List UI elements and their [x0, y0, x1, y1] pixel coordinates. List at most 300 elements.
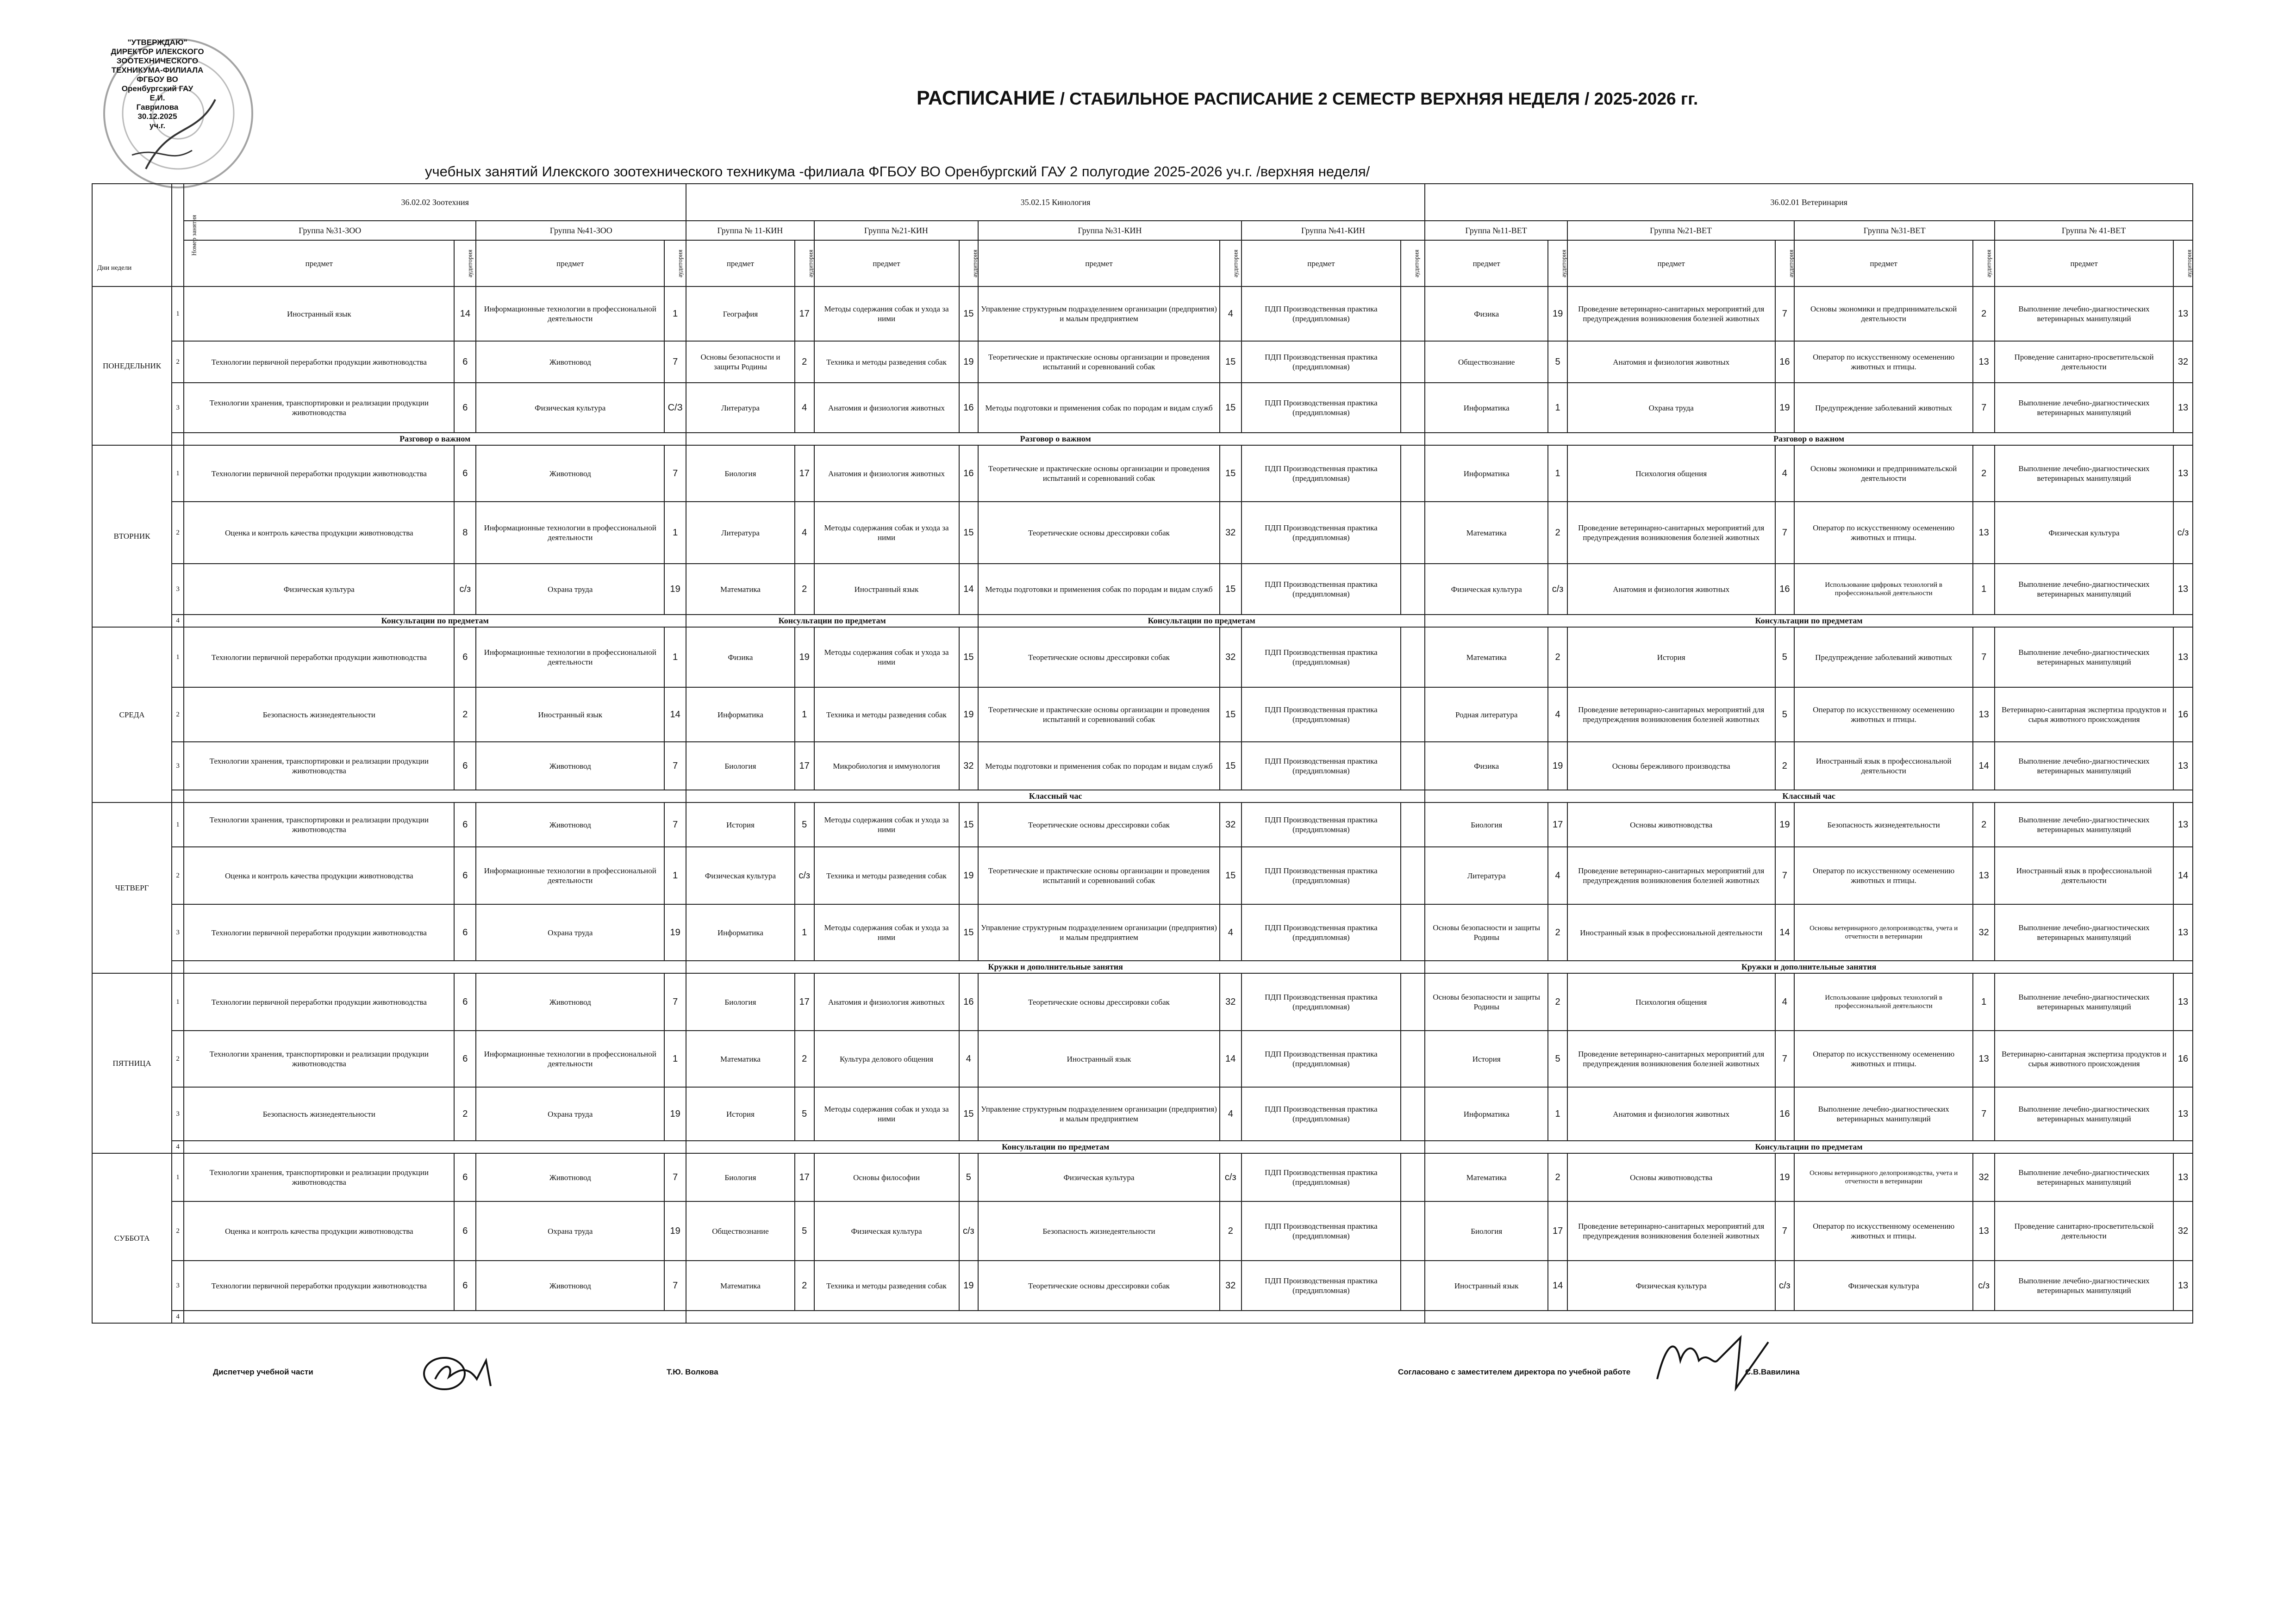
subject-cell: Информационные технологии в профессиональной деятельности	[476, 1031, 664, 1087]
schedule-row	[92, 904, 2193, 961]
subject-cell: Биология	[686, 1153, 795, 1201]
room-cell: 7	[664, 341, 686, 383]
subject-cell: ПДП Производственная практика (преддипломная)	[1242, 973, 1401, 1031]
subject-cell: Оценка и контроль качества продукции животноводства	[184, 502, 454, 564]
subject-column-header: предмет	[1794, 240, 1973, 286]
room-cell: 14	[1548, 1261, 1567, 1311]
subject-cell: Анатомия и физиология животных	[814, 973, 959, 1031]
room-cell: 2	[1548, 904, 1567, 961]
specialty-header: 36.02.01 Ветеринария	[1425, 184, 2193, 221]
group-header: Группа №21-КИН	[814, 221, 979, 240]
room-cell: 16	[1775, 564, 1795, 615]
room-cell: 13	[1973, 502, 1995, 564]
subject-cell: Технологии хранения, транспортировки и реализации продукции животноводства	[184, 802, 454, 847]
subject-cell: Оценка и контроль качества продукции животноводства	[184, 847, 454, 904]
room-cell: 6	[454, 1153, 476, 1201]
event-label	[184, 961, 686, 973]
room-cell	[1401, 687, 1425, 742]
subject-cell: Информатика	[1425, 383, 1548, 433]
room-cell: 6	[454, 1031, 476, 1087]
day-column-header	[92, 184, 172, 286]
subject-cell: Основы философии	[814, 1153, 959, 1201]
approval-line: Е.И.	[150, 93, 165, 102]
subject-cell: Технологии первичной переработки продукции животноводства	[184, 341, 454, 383]
room-cell: 5	[1775, 687, 1795, 742]
room-cell: 19	[959, 1261, 979, 1311]
specialty-header: 36.02.02 Зоотехния	[184, 184, 686, 221]
subject-cell: Оператор по искусственному осеменению животных и птицы.	[1794, 502, 1973, 564]
subject-cell: Теоретические и практические основы организации и проведения испытаний и соревнований собак	[978, 445, 1220, 502]
group-header: Группа №31-КИН	[978, 221, 1242, 240]
subject-cell: ПДП Производственная практика (преддипломная)	[1242, 1031, 1401, 1087]
room-cell: 14	[959, 564, 979, 615]
subject-cell: Методы подготовки и применения собак по породам и видам служб	[978, 383, 1220, 433]
subject-cell: Проведение ветеринарно-санитарных мероприятий для предупреждения возникновения болезней животных	[1567, 1201, 1775, 1261]
subject-cell: Оператор по искусственному осеменению животных и птицы.	[1794, 687, 1973, 742]
room-cell: с/з	[2173, 502, 2193, 564]
schedule-row	[92, 742, 2193, 790]
pair-number	[172, 961, 184, 973]
room-cell: 6	[454, 904, 476, 961]
subject-cell: ПДП Производственная практика (преддипломная)	[1242, 383, 1401, 433]
group-header: Группа №41-ЗОО	[476, 221, 686, 240]
schedule-row	[92, 445, 2193, 502]
subject-cell: Иностранный язык	[1425, 1261, 1548, 1311]
subject-cell: Математика	[686, 1261, 795, 1311]
room-cell: 32	[1220, 973, 1242, 1031]
room-cell: 7	[664, 802, 686, 847]
room-cell: 16	[2173, 687, 2193, 742]
subject-cell: Основы бережливого производства	[1567, 742, 1775, 790]
room-column-header	[1401, 240, 1425, 286]
subject-cell: Ветеринарно-санитарная экспертиза продуктов и сырья животного происхождения	[1995, 1031, 2173, 1087]
room-cell: 17	[795, 286, 814, 341]
subject-cell: Основы безопасности и защиты Родины	[686, 341, 795, 383]
room-cell: 13	[2173, 383, 2193, 433]
subject-cell: Основы безопасности и защиты Родины	[1425, 973, 1548, 1031]
subject-cell: Анатомия и физиология животных	[1567, 341, 1775, 383]
subject-cell: Проведение ветеринарно-санитарных мероприятий для предупреждения возникновения болезней животных	[1567, 286, 1775, 341]
subject-cell: Основы животноводства	[1567, 802, 1775, 847]
subject-cell: Физическая культура	[1794, 1261, 1973, 1311]
event-label	[1425, 1311, 2193, 1323]
room-cell: 14	[2173, 847, 2193, 904]
room-cell: 5	[959, 1153, 979, 1201]
subject-cell: Технологии первичной переработки продукции животноводства	[184, 904, 454, 961]
room-cell: 13	[2173, 904, 2193, 961]
pair-number: 1	[172, 973, 184, 1031]
subject-cell: Физическая культура	[686, 847, 795, 904]
room-cell: 7	[1775, 847, 1795, 904]
dispatcher-label: Диспетчер учебной части	[213, 1368, 313, 1376]
room-cell: 13	[2173, 1087, 2193, 1141]
room-cell: 13	[2173, 286, 2193, 341]
room-cell: 15	[1220, 687, 1242, 742]
room-label: аудитория	[1788, 249, 1795, 278]
approval-suffix: уч.г.	[149, 121, 166, 130]
subject-cell: Технологии первичной переработки продукции животноводства	[184, 627, 454, 687]
room-cell	[1401, 383, 1425, 433]
room-cell: С/З	[664, 383, 686, 433]
schedule-row	[92, 627, 2193, 687]
room-label: аудитория	[1413, 249, 1421, 278]
room-cell	[1401, 973, 1425, 1031]
subject-cell: Иностранный язык	[814, 564, 959, 615]
room-cell: 2	[1548, 627, 1567, 687]
room-cell: 4	[1220, 904, 1242, 961]
subject-cell: ПДП Производственная практика (преддипломная)	[1242, 1261, 1401, 1311]
subject-cell: Животновод	[476, 1153, 664, 1201]
subject-cell: ПДП Производственная практика (преддипломная)	[1242, 847, 1401, 904]
approval-line: Гаврилова	[136, 103, 179, 112]
subject-cell: Физическая культура	[814, 1201, 959, 1261]
subject-cell: Математика	[686, 564, 795, 615]
room-cell: 6	[454, 627, 476, 687]
room-cell: 32	[1220, 627, 1242, 687]
subject-cell: Технологии хранения, транспортировки и реализации продукции животноводства	[184, 1153, 454, 1201]
room-cell: 4	[1220, 1087, 1242, 1141]
subject-cell: ПДП Производственная практика (преддипломная)	[1242, 286, 1401, 341]
subject-cell: Информационные технологии в профессиональной деятельности	[476, 286, 664, 341]
pair-number: 2	[172, 502, 184, 564]
room-cell	[1401, 1153, 1425, 1201]
pair-number-header	[172, 184, 198, 286]
subject-cell: Технологии хранения, транспортировки и реализации продукции животноводства	[184, 383, 454, 433]
group-header: Группа № 41-ВЕТ	[1995, 221, 2193, 240]
subject-cell: Теоретические и практические основы организации и проведения испытаний и соревнований собак	[978, 847, 1220, 904]
room-cell: 15	[1220, 383, 1242, 433]
schedule-row	[92, 1201, 2193, 1261]
approval-line: Оренбургский ГАУ	[121, 84, 193, 93]
subject-cell: Психология общения	[1567, 445, 1775, 502]
room-cell: 13	[2173, 445, 2193, 502]
subject-cell: Анатомия и физиология животных	[1567, 1087, 1775, 1141]
room-cell: 13	[2173, 1153, 2193, 1201]
room-cell: 32	[2173, 341, 2193, 383]
subject-cell: Методы содержания собак и ухода за ними	[814, 802, 959, 847]
room-cell: 4	[1775, 445, 1795, 502]
room-column-header	[1220, 240, 1242, 286]
subject-cell: Методы содержания собак и ухода за ними	[814, 502, 959, 564]
approval-date: 30.12.2025	[137, 112, 177, 121]
room-cell: 19	[959, 687, 979, 742]
room-cell: 5	[1775, 627, 1795, 687]
subject-cell: Технологии первичной переработки продукции животноводства	[184, 973, 454, 1031]
room-cell: 13	[1973, 1031, 1995, 1087]
subject-cell: Охрана труда	[476, 1201, 664, 1261]
room-cell: 7	[1775, 502, 1795, 564]
subject-cell: Оператор по искусственному осеменению животных и птицы.	[1794, 1201, 1973, 1261]
room-cell: 14	[1775, 904, 1795, 961]
room-cell: 4	[959, 1031, 979, 1087]
subject-cell: Биология	[686, 742, 795, 790]
title-main: РАСПИСАНИЕ	[917, 87, 1055, 109]
subject-cell: Основы экономики и предпринимательской деятельности	[1794, 286, 1973, 341]
subject-cell: Основы ветеринарного делопроизводства, учета и отчетности в ветеринарии	[1794, 904, 1973, 961]
day-name: ЧЕТВЕРГ	[92, 802, 172, 973]
pair-number: 3	[172, 742, 184, 790]
subject-cell: ПДП Производственная практика (преддипломная)	[1242, 904, 1401, 961]
room-cell: 1	[1548, 383, 1567, 433]
room-cell: 2	[1548, 1153, 1567, 1201]
room-cell	[1401, 627, 1425, 687]
room-cell: 6	[454, 341, 476, 383]
subject-cell: Технологии хранения, транспортировки и реализации продукции животноводства	[184, 742, 454, 790]
subject-cell: Техника и методы разведения собак	[814, 847, 959, 904]
subject-cell: Методы подготовки и применения собак по породам и видам служб	[978, 564, 1220, 615]
room-cell: 6	[454, 1261, 476, 1311]
room-cell: 1	[1548, 445, 1567, 502]
subject-cell: Теоретические основы дрессировки собак	[978, 1261, 1220, 1311]
room-cell: 6	[454, 445, 476, 502]
subject-cell: Биология	[686, 445, 795, 502]
room-label: аудитория	[972, 249, 979, 278]
event-label: Консультации по предметам	[686, 1141, 1425, 1153]
event-label: Консультации по предметам	[184, 615, 686, 627]
room-cell: 5	[795, 802, 814, 847]
room-cell: 2	[1548, 502, 1567, 564]
subject-cell: Микробиология и иммунология	[814, 742, 959, 790]
room-cell: 2	[454, 1087, 476, 1141]
room-cell: 6	[454, 742, 476, 790]
approval-block	[88, 38, 227, 131]
schedule-row	[92, 802, 2193, 847]
schedule-row	[92, 564, 2193, 615]
pair-number: 4	[172, 615, 184, 627]
room-cell: 15	[959, 1087, 979, 1141]
room-label: аудитория	[1985, 249, 1993, 278]
room-cell: 4	[795, 383, 814, 433]
room-cell	[1401, 802, 1425, 847]
subject-cell: Информатика	[1425, 1087, 1548, 1141]
group-header: Группа №21-ВЕТ	[1567, 221, 1794, 240]
room-cell	[1401, 341, 1425, 383]
room-cell: 16	[1775, 341, 1795, 383]
pair-number: 3	[172, 383, 184, 433]
room-cell: 7	[664, 445, 686, 502]
subject-cell: Информационные технологии в профессиональной деятельности	[476, 627, 664, 687]
room-cell: 2	[795, 341, 814, 383]
event-label: Консультации по предметам	[1425, 1141, 2193, 1153]
subject-cell: Проведение ветеринарно-санитарных мероприятий для предупреждения возникновения болезней животных	[1567, 847, 1775, 904]
schedule-row	[92, 341, 2193, 383]
subject-cell: ПДП Производственная практика (преддипломная)	[1242, 341, 1401, 383]
subject-cell: Биология	[686, 973, 795, 1031]
room-cell: 7	[664, 1261, 686, 1311]
subject-cell: Математика	[686, 1031, 795, 1087]
subject-cell: Литература	[686, 502, 795, 564]
event-label: Консультации по предметам	[1425, 615, 2193, 627]
schedule-row	[92, 1031, 2193, 1087]
subject-cell: Животновод	[476, 742, 664, 790]
subject-cell: Оператор по искусственному осеменению животных и птицы.	[1794, 847, 1973, 904]
room-cell: 7	[1775, 1201, 1795, 1261]
subject-cell: Основы безопасности и защиты Родины	[1425, 904, 1548, 961]
room-cell: 4	[1220, 286, 1242, 341]
subject-cell: Проведение ветеринарно-санитарных мероприятий для предупреждения возникновения болезней животных	[1567, 1031, 1775, 1087]
room-cell: 2	[1973, 286, 1995, 341]
subject-cell: Управление структурным подразделением организации (предприятия) и малым предприятием	[978, 286, 1220, 341]
subject-cell: ПДП Производственная практика (преддипломная)	[1242, 564, 1401, 615]
subject-cell: Биология	[1425, 802, 1548, 847]
page-title	[917, 87, 1698, 110]
pair-number: 2	[172, 847, 184, 904]
schedule-row	[92, 383, 2193, 433]
subject-cell: Методы подготовки и применения собак по породам и видам служб	[978, 742, 1220, 790]
subject-cell: Охрана труда	[476, 904, 664, 961]
subject-cell: Выполнение лечебно-диагностических ветеринарных манипуляций	[1995, 1261, 2173, 1311]
subject-cell: Физическая культура	[1567, 1261, 1775, 1311]
subject-cell: Теоретические основы дрессировки собак	[978, 973, 1220, 1031]
subject-cell: Использование цифровых технологий в профессиональной деятельности	[1794, 973, 1973, 1031]
schedule-row	[92, 1087, 2193, 1141]
room-cell: с/з	[959, 1201, 979, 1261]
pair-number: 1	[172, 1153, 184, 1201]
room-cell: 15	[1220, 847, 1242, 904]
subject-cell: Предупреждение заболеваний животных	[1794, 627, 1973, 687]
room-cell: 5	[1548, 1031, 1567, 1087]
room-cell	[1401, 1261, 1425, 1311]
subject-cell: Ветеринарно-санитарная экспертиза продуктов и сырья животного происхождения	[1995, 687, 2173, 742]
subject-cell: Физическая культура	[1425, 564, 1548, 615]
specialty-header: 35.02.15 Кинология	[686, 184, 1425, 221]
room-cell: 32	[1220, 1261, 1242, 1311]
room-cell: с/з	[1220, 1153, 1242, 1201]
room-column-header	[959, 240, 979, 286]
room-cell: 16	[959, 973, 979, 1031]
pair-number: 4	[172, 1311, 184, 1323]
room-cell	[1401, 502, 1425, 564]
subject-cell: Техника и методы разведения собак	[814, 687, 959, 742]
room-cell: 2	[795, 1031, 814, 1087]
room-cell: 4	[1548, 847, 1567, 904]
subject-cell: Технологии первичной переработки продукции животноводства	[184, 445, 454, 502]
schedule-row	[92, 1153, 2193, 1201]
subject-cell: Животновод	[476, 341, 664, 383]
room-cell: 14	[1973, 742, 1995, 790]
subject-cell: Технологии хранения, транспортировки и реализации продукции животноводства	[184, 1031, 454, 1087]
subject-cell: Безопасность жизнедеятельности	[184, 1087, 454, 1141]
subject-cell: Выполнение лечебно-диагностических ветеринарных манипуляций	[1995, 627, 2173, 687]
subject-cell: Выполнение лечебно-диагностических ветеринарных манипуляций	[1995, 802, 2173, 847]
subject-cell: Теоретические основы дрессировки собак	[978, 502, 1220, 564]
room-cell: 15	[959, 286, 979, 341]
room-cell: 17	[1548, 1201, 1567, 1261]
day-name: СУББОТА	[92, 1153, 172, 1323]
subject-cell: Технологии первичной переработки продукции животноводства	[184, 1261, 454, 1311]
schedule-row	[92, 973, 2193, 1031]
room-cell	[1401, 847, 1425, 904]
subject-cell: Животновод	[476, 445, 664, 502]
day-name: ПЯТНИЦА	[92, 973, 172, 1153]
event-label: Классный час	[686, 790, 1425, 802]
subject-cell: Иностранный язык	[978, 1031, 1220, 1087]
subject-cell: Математика	[1425, 627, 1548, 687]
subject-cell: Анатомия и физиология животных	[814, 445, 959, 502]
pair-number: 2	[172, 1031, 184, 1087]
room-column-header	[1775, 240, 1795, 286]
room-cell: 5	[1548, 341, 1567, 383]
room-cell: 32	[1220, 502, 1242, 564]
dispatcher-name: Т.Ю. Волкова	[667, 1368, 718, 1376]
subject-cell: Животновод	[476, 802, 664, 847]
room-cell: 32	[2173, 1201, 2193, 1261]
room-cell: 8	[454, 502, 476, 564]
subject-cell: ПДП Производственная практика (преддипломная)	[1242, 1087, 1401, 1141]
event-label	[184, 1311, 686, 1323]
subject-column-header: предмет	[1995, 240, 2173, 286]
subject-cell: Безопасность жизнедеятельности	[184, 687, 454, 742]
room-cell: 16	[2173, 1031, 2193, 1087]
approval-line: ДИРЕКТОР ИЛЕКСКОГО	[111, 47, 204, 56]
room-cell: 15	[1220, 445, 1242, 502]
room-cell: 14	[1220, 1031, 1242, 1087]
group-header: Группа №11-ВЕТ	[1425, 221, 1567, 240]
group-header: Группа №31-ВЕТ	[1794, 221, 1995, 240]
room-cell: 13	[2173, 973, 2193, 1031]
subject-cell: Иностранный язык	[184, 286, 454, 341]
room-cell: 19	[795, 627, 814, 687]
event-row	[92, 615, 2193, 627]
subject-cell: Культура делового общения	[814, 1031, 959, 1087]
subject-cell: Литература	[686, 383, 795, 433]
room-cell: 7	[1775, 286, 1795, 341]
subject-cell: Иностранный язык в профессиональной деятельности	[1794, 742, 1973, 790]
room-cell: 19	[664, 1087, 686, 1141]
room-cell: 19	[664, 564, 686, 615]
schedule-row	[92, 1261, 2193, 1311]
room-cell: с/з	[454, 564, 476, 615]
room-cell: 16	[959, 445, 979, 502]
room-cell: 17	[795, 1153, 814, 1201]
page-subtitle: учебных занятий Илекского зоотехнического техникума -филиала ФГБОУ ВО Оренбургский ГАУ 2 полугодие 2025-2026 уч.г. /верхняя неделя/	[425, 163, 1370, 180]
subject-cell: Основы ветеринарного делопроизводства, учета и отчетности в ветеринарии	[1794, 1153, 1973, 1201]
subject-cell: Обществознание	[686, 1201, 795, 1261]
event-row	[92, 1311, 2193, 1323]
room-cell	[1401, 286, 1425, 341]
room-cell: с/з	[1973, 1261, 1995, 1311]
room-column-header	[454, 240, 476, 286]
subject-cell: Проведение ветеринарно-санитарных мероприятий для предупреждения возникновения болезней животных	[1567, 502, 1775, 564]
room-cell: 6	[454, 802, 476, 847]
subject-cell: Оценка и контроль качества продукции животноводства	[184, 1201, 454, 1261]
subject-cell: Выполнение лечебно-диагностических ветеринарных манипуляций	[1995, 564, 2173, 615]
room-cell: 32	[1220, 802, 1242, 847]
subject-cell: Методы содержания собак и ухода за ними	[814, 1087, 959, 1141]
subject-cell: Выполнение лечебно-диагностических ветеринарных манипуляций	[1995, 1153, 2173, 1201]
subject-cell: Проведение санитарно-просветительской деятельности	[1995, 1201, 2173, 1261]
room-cell: 19	[664, 904, 686, 961]
room-cell: 17	[1548, 802, 1567, 847]
room-cell: 6	[454, 1201, 476, 1261]
subject-cell: Выполнение лечебно-диагностических ветеринарных манипуляций	[1995, 286, 2173, 341]
event-row	[92, 790, 2193, 802]
subject-cell: Литература	[1425, 847, 1548, 904]
subject-column-header: предмет	[686, 240, 795, 286]
room-cell: 19	[1548, 286, 1567, 341]
room-cell: 1	[664, 847, 686, 904]
room-cell	[1401, 904, 1425, 961]
room-cell: 19	[959, 847, 979, 904]
event-label: Консультации по предметам	[978, 615, 1425, 627]
pair-number: 1	[172, 445, 184, 502]
subject-cell: Управление структурным подразделением организации (предприятия) и малым предприятием	[978, 904, 1220, 961]
pair-number: 3	[172, 904, 184, 961]
pair-number: 3	[172, 1261, 184, 1311]
subject-column-header: предмет	[476, 240, 664, 286]
subject-cell: ПДП Производственная практика (преддипломная)	[1242, 1201, 1401, 1261]
room-cell: 7	[664, 973, 686, 1031]
